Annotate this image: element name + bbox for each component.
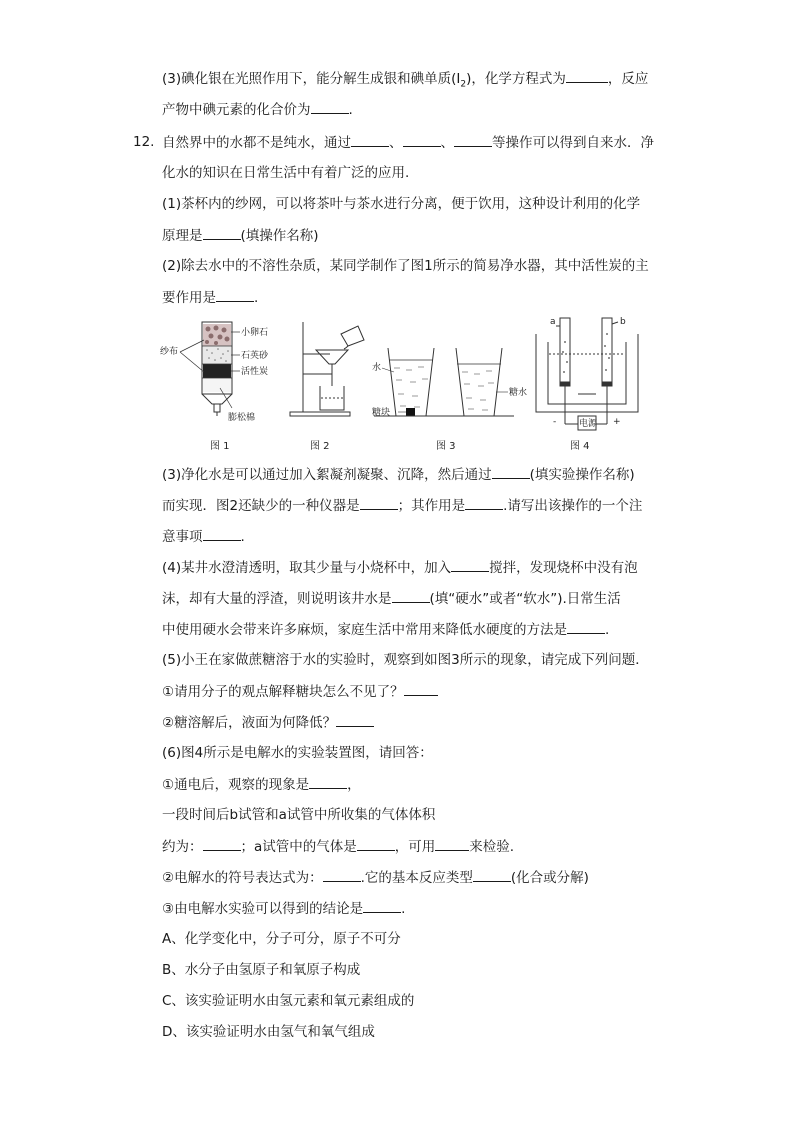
answer-blank[interactable] <box>492 464 530 479</box>
figure-1-water-purifier <box>160 322 269 452</box>
q12-intro-line1: 自然界中的水都不是纯水，通过 、 、 等操作可以得到自来水．净 <box>162 132 654 153</box>
answer-blank[interactable] <box>323 867 361 882</box>
fig1-label-gauze: 纱布 <box>160 347 179 357</box>
q12-3-line3: 意事项 . <box>162 526 245 547</box>
q12-6-q1-line2: 一段时间后b试管和a试管中所收集的气体体积 <box>162 807 436 823</box>
q12-1-line1: (1)茶杯内的纱网，可以将茶叶与茶水进行分离，便于饮用，这种设计利用的化学 <box>162 196 641 212</box>
answer-blank[interactable] <box>216 287 254 302</box>
answer-blank[interactable] <box>435 836 469 851</box>
answer-blank[interactable] <box>357 836 395 851</box>
q11-3-line2: 产物中碘元素的化合价为 . <box>162 99 353 120</box>
fig4-label-power-supply: 电源 <box>579 419 598 429</box>
answer-blank[interactable] <box>203 836 241 851</box>
option-d[interactable]: D、该实验证明水由氢气和氧气组成 <box>162 1024 375 1040</box>
option-a[interactable]: A、化学变化中，分子可分，原子不可分 <box>162 931 401 947</box>
figure-4-electrolysis <box>536 317 638 452</box>
q12-4-line1: (4)某井水澄清透明，取其少量与小烧杯中，加入 搅拌，发现烧杯中没有泡 <box>162 557 638 578</box>
q12-4-line2: 沫，却有大量的浮渣，则说明该井水是 (填“硬水”或者“软水”).日常生活 <box>162 588 621 609</box>
q12-6-q2: ②电解水的符号表达式为： .它的基本反应类型 (化合或分解) <box>162 867 589 888</box>
fig1-label-cotton: 膨松棉 <box>228 413 256 423</box>
fig3-label-sugar-water: 糖水 <box>509 388 528 398</box>
fig1-label-activated-carbon: 活性炭 <box>241 367 269 377</box>
fig4-label-b: b <box>620 317 626 327</box>
answer-blank[interactable] <box>473 867 511 882</box>
fig4-label-a: a <box>550 317 556 327</box>
figure-2-caption: 图 2 <box>310 441 330 452</box>
option-c[interactable]: C、该实验证明水由氢元素和氧元素组成的 <box>162 993 415 1009</box>
answer-blank[interactable] <box>403 132 441 147</box>
answer-blank[interactable] <box>451 557 489 572</box>
q12-5-q1: ①请用分子的观点解释糖块怎么不见了？ <box>162 681 438 702</box>
q12-6-q1-line3: 约为： ；a试管中的气体是 ，可用 来检验. <box>162 836 514 857</box>
q12-2-line1: (2)除去水中的不溶性杂质，某同学制作了图1所示的简易净水器，其中活性炭的主 <box>162 258 649 274</box>
q12-4-line3: 中使用硬水会带来许多麻烦，家庭生活中常用来降低水硬度的方法是 . <box>162 619 609 640</box>
q12-5-q2: ②糖溶解后，液面为何降低？ <box>162 712 374 733</box>
fig1-label-quartz-sand: 石英砂 <box>241 351 269 361</box>
fig4-label-negative: - <box>553 417 557 427</box>
q12-6-line1: (6)图4所示是电解水的实验装置图，请回答： <box>162 745 433 761</box>
answer-blank[interactable] <box>404 681 438 696</box>
q11-3-line1: (3)碘化银在光照作用下，能分解生成银和碘单质$(I_2)$，化学方程式为 ，反应 <box>162 68 648 95</box>
answer-blank[interactable] <box>309 774 347 789</box>
answer-blank[interactable] <box>360 495 398 510</box>
q12-3-line2: 而实现．图2还缺少的一种仪器是 ；其作用是 .请写出该操作的一个注 <box>162 495 642 516</box>
answer-blank[interactable] <box>567 619 605 634</box>
answer-blank[interactable] <box>311 99 349 114</box>
answer-blank[interactable] <box>363 898 401 913</box>
q12-3-line1: (3)净化水是可以通过加入絮凝剂凝聚、沉降，然后通过 (填实验操作名称) <box>162 464 635 485</box>
q12-6-q1-line1: ①通电后，观察的现象是 ， <box>162 774 361 795</box>
answer-blank[interactable] <box>351 132 389 147</box>
fig3-label-water: 水 <box>372 363 382 373</box>
figure-4-caption: 图 4 <box>570 441 590 452</box>
fig3-label-sugar-cube: 糖块 <box>372 408 391 418</box>
option-b[interactable]: B、水分子由氢原子和氧原子构成 <box>162 962 361 978</box>
q12-2-line2: 要作用是 . <box>162 287 258 308</box>
figures-row <box>160 312 640 462</box>
figure-3-caption: 图 3 <box>436 441 456 452</box>
question-number: 12. <box>133 134 155 150</box>
answer-blank[interactable] <box>454 132 492 147</box>
answer-blank[interactable] <box>465 495 503 510</box>
answer-blank[interactable] <box>203 526 241 541</box>
answer-blank[interactable] <box>566 68 608 83</box>
figure-3-sugar-dissolving <box>372 348 527 452</box>
q12-1-line2: 原理是 (填操作名称) <box>162 225 319 246</box>
fig4-label-positive: + <box>613 417 621 427</box>
answer-blank[interactable] <box>203 225 241 240</box>
fig1-label-pebbles: 小卵石 <box>241 328 269 338</box>
answer-blank[interactable] <box>392 588 430 603</box>
q12-intro-line2: 化水的知识在日常生活中有着广泛的应用. <box>162 165 410 181</box>
answer-blank[interactable] <box>336 712 374 727</box>
q12-6-q3: ③由电解水实验可以得到的结论是 . <box>162 898 405 919</box>
figure-1-caption: 图 1 <box>210 441 230 452</box>
q12-5-line1: (5)小王在家做蔗糖溶于水的实验时，观察到如图3所示的现象，请完成下列问题． <box>162 652 649 668</box>
figure-2-filtration <box>290 322 364 452</box>
